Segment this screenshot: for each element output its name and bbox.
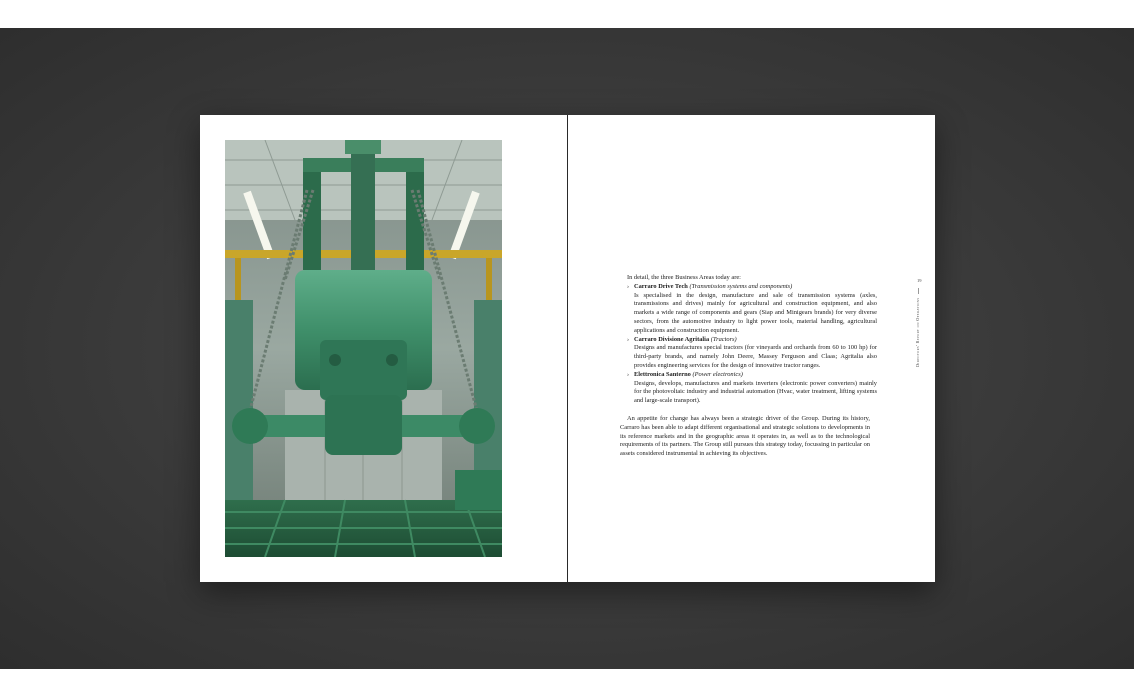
side-rule xyxy=(918,288,919,294)
backdrop xyxy=(0,28,1134,669)
factory-photo-illustration xyxy=(225,140,502,557)
intro-line: In detail, the three Business Areas today are: xyxy=(627,274,741,281)
running-head-text: Directors' Report on Operations xyxy=(915,297,920,367)
bullet-icon: › xyxy=(627,336,629,343)
factory-photo xyxy=(225,140,502,557)
list-item xyxy=(627,283,877,336)
list-item xyxy=(627,336,877,371)
bullet-icon: › xyxy=(627,371,629,378)
running-head xyxy=(911,297,925,367)
area-name: Carraro Drive Tech xyxy=(634,282,688,290)
area-description: Designs and manufactures special tractors (for vineyards and orchards from 60 to 100 hp) for third-party brands, and namely John Deere, Massey Ferguson and Claas; Agritalia also provides engineering services for the design of innovative tractor ranges. xyxy=(634,344,877,369)
right-page xyxy=(568,115,935,582)
book-spread xyxy=(200,115,935,582)
bullet-icon: › xyxy=(627,283,629,290)
area-name: Carraro Divisione Agritalia xyxy=(634,335,710,343)
area-description: Designs, develops, manufactures and markets inverters (electronic power converters) mainly for the photovoltaic industry and industrial automation (Hvac, water treatment, lifting systems and large-scale transport). xyxy=(634,379,877,405)
list-item xyxy=(627,371,877,406)
left-page xyxy=(200,115,567,582)
area-description: Is specialised in the design, manufacture and sale of transmission systems (axles, transmissions and drives) mainly for agricultural and construction equipment, and also markets a wide range of components and gears (Siap and Minigears brands) for very diverse sectors, from the automotive industry to light power tools, material handling, agricultural applications and construction equipment. xyxy=(634,291,877,334)
area-category: (Power electronics) xyxy=(692,370,743,378)
page-number: 19 xyxy=(917,278,922,283)
area-name: Elettronica Santerno xyxy=(634,370,691,378)
area-category: (Transmission systems and components) xyxy=(689,282,793,290)
area-category: (Tractors) xyxy=(710,335,737,343)
business-areas-list xyxy=(627,283,877,406)
strategy-paragraph: An appetite for change has always been a strategic driver of the Group. During its history, Carraro has been able to adapt different organisational and strategic solutions to developments in its reference markets and in the geographic areas it operates in, as well as to the technological requirements of its partners. The Group still pursues this strategy today, focussing in particular on assets considered instrumental in achieving its objectives. xyxy=(620,414,870,458)
body-text xyxy=(620,274,877,459)
